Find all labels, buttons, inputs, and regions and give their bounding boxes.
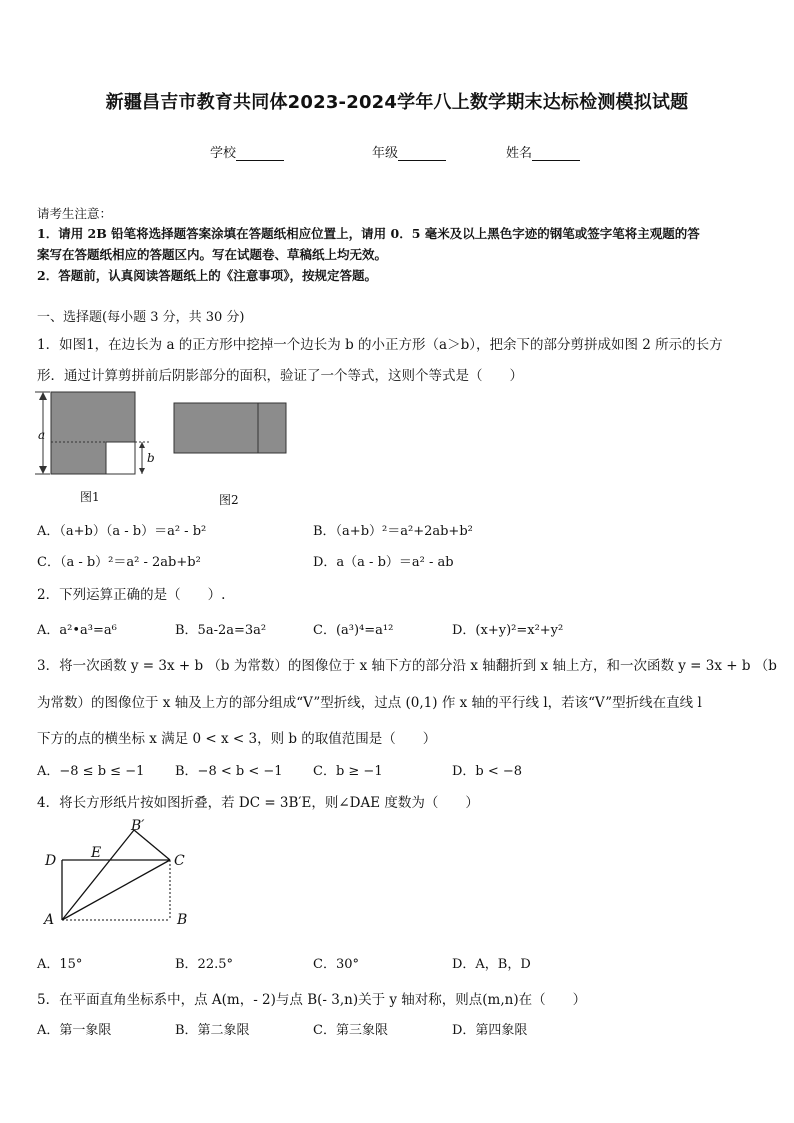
section-title: 一、选择题(每小题 3 分，共 30 分)	[37, 310, 245, 325]
q5-option-b[interactable]: B．第二象限	[175, 1023, 250, 1038]
notice-item-2: 2．答题前，认真阅读答题纸上的《注意事项》，按规定答题。	[37, 268, 377, 283]
q4-option-b[interactable]: B．22.5°	[175, 957, 233, 972]
name-blank[interactable]	[532, 146, 580, 161]
q4-option-c[interactable]: C．30°	[313, 957, 359, 972]
q3-stem-line2: 为常数）的图像位于 x 轴及上方的部分组成“V”型折线，过点 (0,1) 作 x 轴的平行线 l，若该“V”型折线在直线 l	[37, 695, 702, 711]
q4-stem: 4．将长方形纸片按如图折叠，若 DC = 3B′E，则∠DAE 度数为（ ）	[37, 795, 479, 811]
name-field[interactable]	[506, 142, 580, 161]
q1-option-c[interactable]: C．（a - b）²＝a² - 2ab+b²	[37, 555, 201, 570]
q4-label-e: E	[91, 845, 102, 861]
notice-item-1-cont: 案写在答题纸相应的答题区内。写在试题卷、草稿纸上均无效。	[37, 247, 388, 262]
q4-option-a[interactable]: A．15°	[37, 957, 83, 972]
q4-option-d[interactable]: D．A，B，D	[452, 957, 531, 972]
q4-label-b-prime: B′	[131, 818, 145, 834]
school-blank[interactable]	[236, 146, 284, 161]
q3-option-b[interactable]: B．−8 < b < −1	[175, 764, 283, 779]
q1-figure-1	[35, 392, 150, 474]
q5-stem: 5．在平面直角坐标系中，点 A(m，- 2)与点 B(- 3,n)关于 y 轴对称，则点(m,n)在（ ）	[37, 992, 587, 1008]
q4-label-c: C	[174, 853, 185, 869]
q5-option-a[interactable]: A．第一象限	[37, 1023, 112, 1038]
q1-fig-label-a: a	[38, 428, 46, 442]
school-label: 学校	[210, 146, 237, 161]
q3-stem-line3: 下方的点的横坐标 x 满足 0 < x < 3，则 b 的取值范围是（ ）	[37, 731, 437, 747]
school-field[interactable]	[210, 142, 284, 161]
q4-figure	[40, 818, 200, 938]
q1-figures	[30, 388, 300, 508]
grade-field[interactable]	[372, 142, 446, 161]
q1-fig2-caption: 图2	[219, 493, 239, 507]
grade-blank[interactable]	[398, 146, 446, 161]
notice-item-1: 1．请用 2B 铅笔将选择题答案涂填在答题纸相应位置上，请用 0．5 毫米及以上黑色字迹的钢笔或签字笔将主观题的答	[37, 226, 700, 241]
q1-option-d[interactable]: D．a（a - b）＝a² - ab	[313, 555, 454, 570]
q5-option-c[interactable]: C．第三象限	[313, 1023, 388, 1038]
q2-option-b[interactable]: B．5a-2a=3a²	[175, 623, 267, 638]
grade-label: 年级	[372, 146, 399, 161]
notice-title: 请考生注意：	[37, 206, 113, 221]
q1-option-b[interactable]: B．（a+b）²＝a²+2ab+b²	[313, 524, 473, 539]
q1-stem-line1: 1．如图1，在边长为 a 的正方形中挖掉一个边长为 b 的小正方形（a＞b），把余下的部分剪拼成如图 2 所示的长方	[37, 337, 723, 353]
q3-option-c[interactable]: C．b ≥ −1	[313, 764, 383, 779]
q2-option-a[interactable]: A．a²•a³=a⁶	[37, 623, 117, 638]
q2-option-d[interactable]: D．(x+y)²=x²+y²	[452, 623, 564, 638]
q1-option-a[interactable]: A．（a+b）（a - b）＝a² - b²	[37, 524, 207, 539]
q2-option-c[interactable]: C．(a³)⁴=a¹²	[313, 623, 394, 638]
q3-option-d[interactable]: D．b < −8	[452, 764, 523, 779]
q1-fig-label-b: b	[147, 451, 155, 465]
name-label: 姓名	[506, 146, 533, 161]
q3-option-a[interactable]: A．−8 ≤ b ≤ −1	[37, 764, 145, 779]
q1-figure-2	[174, 403, 286, 453]
q5-option-d[interactable]: D．第四象限	[452, 1023, 528, 1038]
q2-stem: 2．下列运算正确的是（ ）.	[37, 587, 226, 603]
exam-title: 新疆昌吉市教育共同体2023-2024学年八上数学期末达标检测模拟试题	[105, 92, 689, 113]
q1-fig1-caption: 图1	[80, 490, 100, 504]
q4-label-b: B	[177, 912, 188, 928]
q4-label-a: A	[44, 912, 55, 928]
q1-stem-line2: 形．通过计算剪拼前后阴影部分的面积，验证了一个等式，这则个等式是（ ）	[37, 368, 523, 384]
q4-label-d: D	[45, 853, 57, 869]
q3-stem-line1: 3．将一次函数 y = 3x + b （b 为常数）的图像位于 x 轴下方的部分沿 x 轴翻折到 x 轴上方，和一次函数 y = 3x + b （b	[37, 658, 777, 674]
